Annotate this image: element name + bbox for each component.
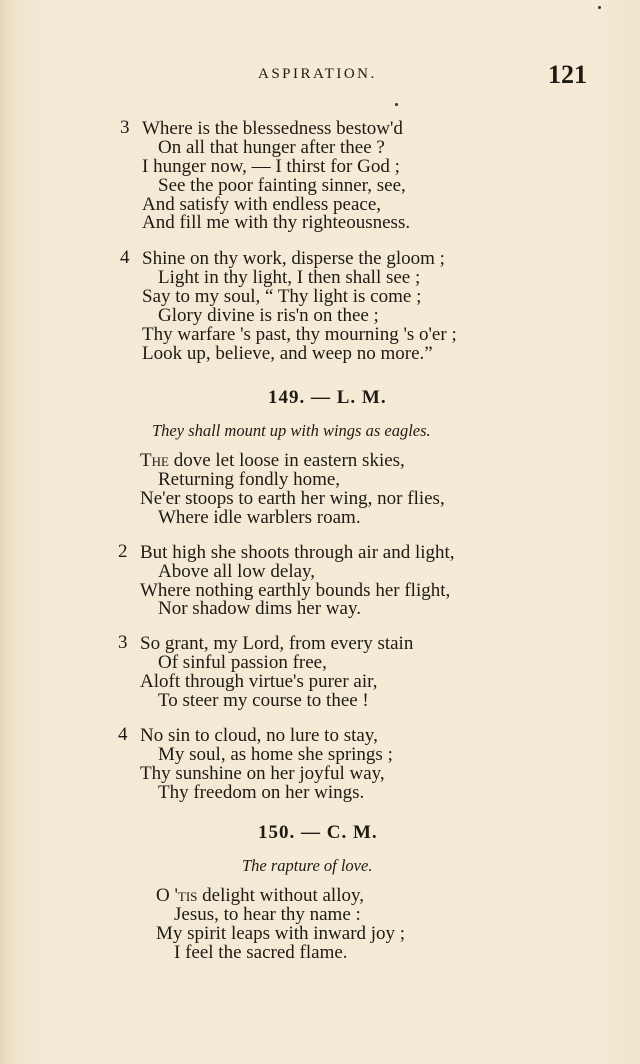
page-number: 121 [548, 60, 587, 89]
verse-line: Glory divine is ris'n on thee ; [158, 305, 379, 326]
verse-line: And satisfy with endless peace, [142, 194, 382, 215]
verse-line: No sin to cloud, no lure to stay, [140, 725, 378, 746]
verse-line: To steer my course to thee ! [158, 690, 369, 711]
hymn-150-title: 150. — C. M. [258, 822, 378, 843]
verse-line: And fill me with thy righteousness. [142, 212, 411, 233]
verse-line: Aloft through virtue's purer air, [140, 671, 378, 692]
hymn-150-subtitle: The rapture of love. [242, 856, 373, 875]
stanza-number: 4 [120, 247, 130, 268]
verse-line: Thy sunshine on her joyful way, [140, 763, 385, 784]
verse-line: Look up, believe, and weep no more.” [142, 343, 433, 364]
verse-line: Thy warfare 's past, thy mourning 's o'er ; [142, 324, 457, 345]
verse-line: Returning fondly home, [158, 469, 341, 490]
first-word: The [140, 450, 169, 471]
verse-line-rest: dove let loose in eastern skies, [168, 450, 405, 471]
verse-line-rest: delight without alloy, [197, 885, 364, 906]
running-head: ASPIRATION. [258, 66, 377, 82]
verse-line: So grant, my Lord, from every stain [140, 633, 414, 654]
verse-line: Say to my soul, “ Thy light is come ; [142, 286, 422, 307]
hymn-149-subtitle: They shall mount up with wings as eagles. [152, 421, 431, 440]
verse-line: Light in thy light, I then shall see ; [158, 267, 421, 288]
verse-line: My spirit leaps with inward joy ; [156, 923, 406, 944]
verse-line: Where idle warblers roam. [158, 507, 361, 528]
verse-line: On all that hunger after thee ? [158, 137, 385, 158]
verse-line: See the poor fainting sinner, see, [158, 175, 406, 196]
ink-speck [395, 103, 398, 106]
stanza-number: 3 [118, 632, 128, 653]
verse-line: Ne'er stoops to earth her wing, nor flies, [140, 488, 445, 509]
ink-speck [598, 6, 601, 9]
verse-line: Jesus, to hear thy name : [174, 904, 361, 925]
verse-line: Where nothing earthly bounds her flight, [140, 580, 451, 601]
stanza-number: 2 [118, 541, 128, 562]
verse-line: My soul, as home she springs ; [158, 744, 393, 765]
verse-line: Shine on thy work, disperse the gloom ; [142, 248, 445, 269]
verse-line: Above all low delay, [158, 561, 316, 582]
first-word: O 'tis [156, 885, 198, 906]
verse-line: Nor shadow dims her way. [158, 598, 361, 619]
verse-line: Thy freedom on her wings. [158, 782, 365, 803]
stanza-number: 3 [120, 117, 130, 138]
verse-line [156, 886, 364, 905]
verse-line: Where is the blessedness bestow'd [142, 118, 403, 139]
verse-line [140, 451, 405, 470]
verse-line: Of sinful passion free, [158, 652, 327, 673]
verse-line: I hunger now, — I thirst for God ; [142, 156, 400, 177]
verse-line: I feel the sacred flame. [174, 942, 348, 963]
stanza-number: 4 [118, 724, 128, 745]
hymn-149-title: 149. — L. M. [268, 387, 387, 408]
verse-line: But high she shoots through air and light, [140, 542, 455, 563]
